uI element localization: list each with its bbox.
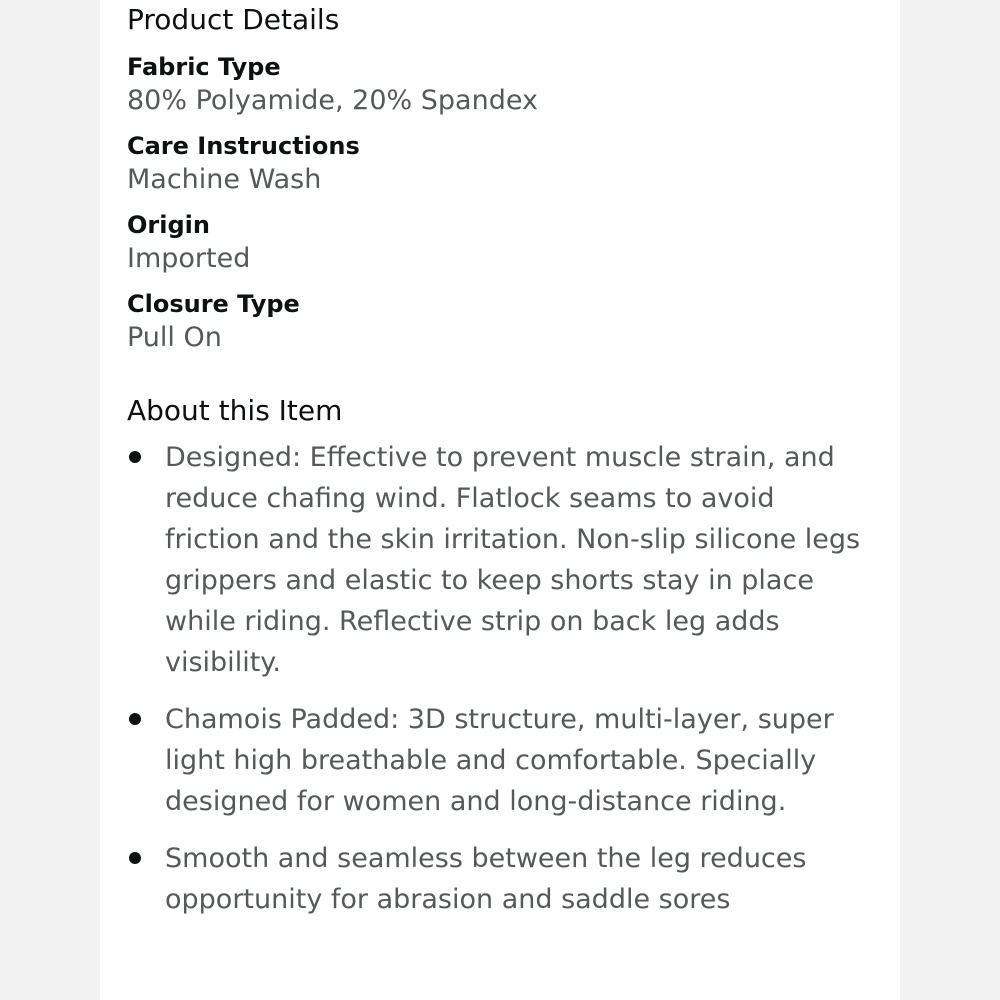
detail-value: 80% Polyamide, 20% Spandex xyxy=(127,85,538,116)
detail-label: Fabric Type xyxy=(127,53,281,81)
detail-label: Care Instructions xyxy=(127,132,360,160)
about-bullet-text: Chamois Padded: 3D structure, multi-layer, super light high breathable and comfortable. Specially designed for women and long-distance riding. xyxy=(165,704,834,817)
product-details-title: Product Details xyxy=(127,3,340,36)
bullet-dot-icon xyxy=(129,713,141,725)
detail-label: Origin xyxy=(127,211,210,239)
about-bullet-item xyxy=(127,437,867,683)
detail-row-origin xyxy=(127,210,867,277)
detail-row-closure-type xyxy=(127,289,867,356)
detail-value: Machine Wash xyxy=(127,164,322,195)
product-page xyxy=(100,0,900,1000)
about-bullet-item xyxy=(127,838,867,920)
product-content xyxy=(127,0,867,936)
about-bullet-item xyxy=(127,699,867,822)
about-bullet-text: Smooth and seamless between the leg reduces opportunity for abrasion and saddle sores xyxy=(165,843,807,915)
detail-label: Closure Type xyxy=(127,290,300,318)
detail-value: Pull On xyxy=(127,322,222,353)
detail-value: Imported xyxy=(127,243,251,274)
about-bullet-list xyxy=(127,437,867,920)
bullet-dot-icon xyxy=(129,852,141,864)
about-bullet-text: Designed: Effective to prevent muscle strain, and reduce chafing wind. Flatlock seams to avoid friction and the skin irritation. Non-slip silicone legs grippers and elastic to keep shorts stay in place while riding. Reflective strip on back leg adds visibility. xyxy=(165,442,861,678)
bullet-dot-icon xyxy=(129,451,141,463)
about-item-title: About this Item xyxy=(127,394,343,427)
detail-row-care-instructions xyxy=(127,131,867,198)
detail-row-fabric-type xyxy=(127,52,867,119)
